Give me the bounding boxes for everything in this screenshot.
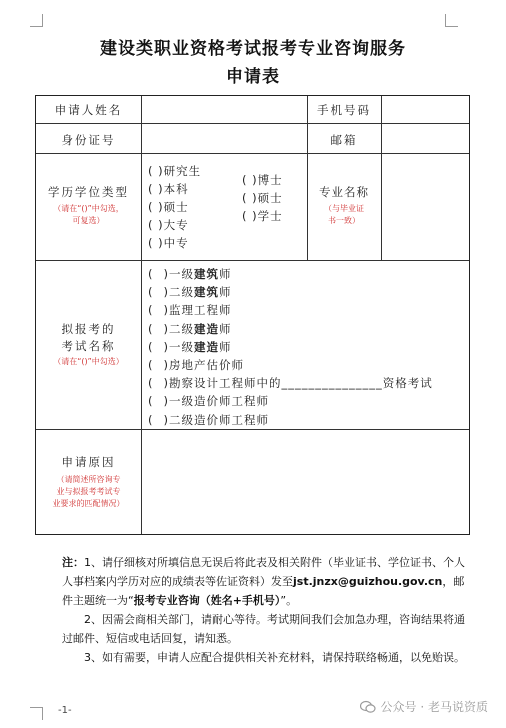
exam-option-prefix: )二级造价师工程师: [163, 412, 269, 427]
education-hint-line2: 可复选）: [72, 216, 105, 225]
major-hint: [307, 203, 381, 227]
exam-option-prefix: )房地产估价师: [163, 358, 244, 372]
exam-option-paren: (: [148, 267, 154, 281]
edu-option-secondary[interactable]: ( )中专: [148, 236, 189, 250]
phone-field[interactable]: [382, 97, 468, 122]
notes-section: [62, 553, 468, 667]
degree-option-bachelor[interactable]: ( )学士: [242, 209, 283, 223]
id-number-field[interactable]: [142, 124, 306, 152]
page-number: -1-: [58, 705, 72, 716]
applicant-name-label: 申请人姓名: [54, 103, 123, 117]
exam-name-label-line1: 拟报考的: [61, 322, 116, 336]
crop-mark-bottom-left: [30, 707, 43, 720]
reason-label: 申请原因: [61, 455, 116, 469]
major-hint-line2: 书一致）: [328, 216, 360, 225]
major-name-label: 专业名称: [319, 185, 369, 199]
exam-option[interactable]: [148, 321, 232, 337]
exam-option[interactable]: [148, 284, 232, 300]
exam-option-prefix: )二级: [163, 285, 194, 300]
exam-hint: （请在“()”中勾选）: [53, 357, 124, 366]
note-1-text: 1、请仔细核对所填信息无误后将此表及相关附件（毕业证书、学位证书、个人人事档案内学历对应的成绩表等佐证资料）发至: [62, 556, 465, 588]
exam-option[interactable]: [148, 302, 232, 318]
reason-hint-line2: 业与拟报考考试专: [56, 487, 121, 496]
note-1-subject: 报考专业咨询（姓名+手机号）: [133, 594, 281, 607]
email-field[interactable]: [382, 124, 468, 152]
major-hint-line1: （与毕业证: [324, 204, 364, 213]
exam-option-paren: (: [148, 339, 154, 354]
crop-mark-top-right: [445, 14, 458, 27]
education-hint: [36, 203, 141, 227]
watermark-text: 公众号 · 老马说资质: [380, 700, 488, 714]
exam-option[interactable]: [148, 412, 269, 428]
exam-option[interactable]: [148, 357, 244, 373]
exam-option-paren: (: [148, 358, 154, 372]
application-form-table: [35, 95, 470, 535]
note-1-mid: ，邮件主题统一为“: [62, 575, 465, 607]
major-name-field[interactable]: [382, 154, 468, 259]
exam-option-prefix: )勘察设计工程师中的_______________资格考试: [163, 376, 433, 391]
wechat-icon: [360, 700, 376, 714]
exam-option-suffix: 师: [219, 339, 232, 354]
form-subtitle: 申请表: [226, 67, 280, 87]
exam-option-paren: (: [148, 412, 154, 427]
exam-option-suffix: 师: [219, 267, 232, 281]
exam-option-prefix: )一级: [163, 339, 194, 354]
form-title: 建设类职业资格考试报考专业咨询服务: [100, 39, 406, 59]
exam-name-label-line2: 考试名称: [61, 339, 116, 353]
edu-option-bachelor[interactable]: ( )本科: [148, 182, 189, 196]
note-1-end: ”。: [280, 594, 298, 607]
crop-mark-top-left: [30, 14, 43, 27]
exam-option-paren: (: [148, 376, 154, 391]
exam-option-prefix: )一级: [163, 267, 194, 281]
exam-option-prefix: )监理工程师: [163, 303, 232, 318]
exam-option[interactable]: [148, 266, 232, 282]
degree-option-master[interactable]: ( )硕士: [242, 191, 283, 205]
exam-option[interactable]: [148, 339, 232, 355]
applicant-name-field[interactable]: [142, 97, 306, 122]
id-number-label: 身份证号: [61, 133, 116, 147]
exam-option-bold: 建造: [194, 339, 219, 354]
education-type-label: 学历学位类型: [48, 185, 129, 199]
reason-hint: [36, 474, 141, 510]
note-prefix: 注：: [62, 556, 84, 569]
exam-option-bold: 建造: [194, 321, 219, 336]
exam-option[interactable]: [148, 375, 433, 391]
edu-option-college[interactable]: ( )大专: [148, 218, 189, 232]
edu-option-master[interactable]: ( )硕士: [148, 200, 189, 214]
watermark: [360, 698, 488, 715]
exam-option-paren: (: [148, 285, 154, 300]
note-2: 2、因需会商相关部门，请耐心等待。考试期间我们会加急办理，咨询结果将通过邮件、短信或电话回复，请知悉。: [62, 613, 465, 645]
note-3: 3、如有需要，申请人应配合提供相关补充材料，请保持联络畅通，以免贻误。: [84, 651, 465, 664]
reason-hint-line1: （请简述所咨询专: [56, 475, 121, 484]
phone-label: 手机号码: [317, 103, 371, 117]
exam-option-paren: (: [148, 303, 154, 318]
exam-option-suffix: 师: [219, 285, 232, 300]
exam-option-prefix: )一级造价师工程师: [163, 394, 269, 409]
exam-option-paren: (: [148, 394, 154, 409]
exam-option-bold: 建筑: [194, 267, 219, 281]
edu-option-graduate[interactable]: ( )研究生: [148, 164, 202, 178]
note-1-email[interactable]: jst.jnzx@guizhou.gov.cn: [293, 575, 443, 588]
reason-hint-line3: 业要求的匹配情况）: [52, 499, 125, 508]
reason-field[interactable]: [142, 430, 468, 533]
exam-option-bold: 建筑: [194, 285, 219, 300]
education-hint-line1: （请在“()”中勾选，: [53, 204, 124, 213]
exam-option-suffix: 师: [219, 321, 232, 336]
degree-option-doctor[interactable]: ( )博士: [242, 173, 283, 187]
exam-option[interactable]: [148, 393, 269, 409]
email-label: 邮箱: [330, 133, 358, 147]
exam-option-prefix: )二级: [163, 321, 194, 336]
exam-option-paren: (: [148, 321, 154, 336]
